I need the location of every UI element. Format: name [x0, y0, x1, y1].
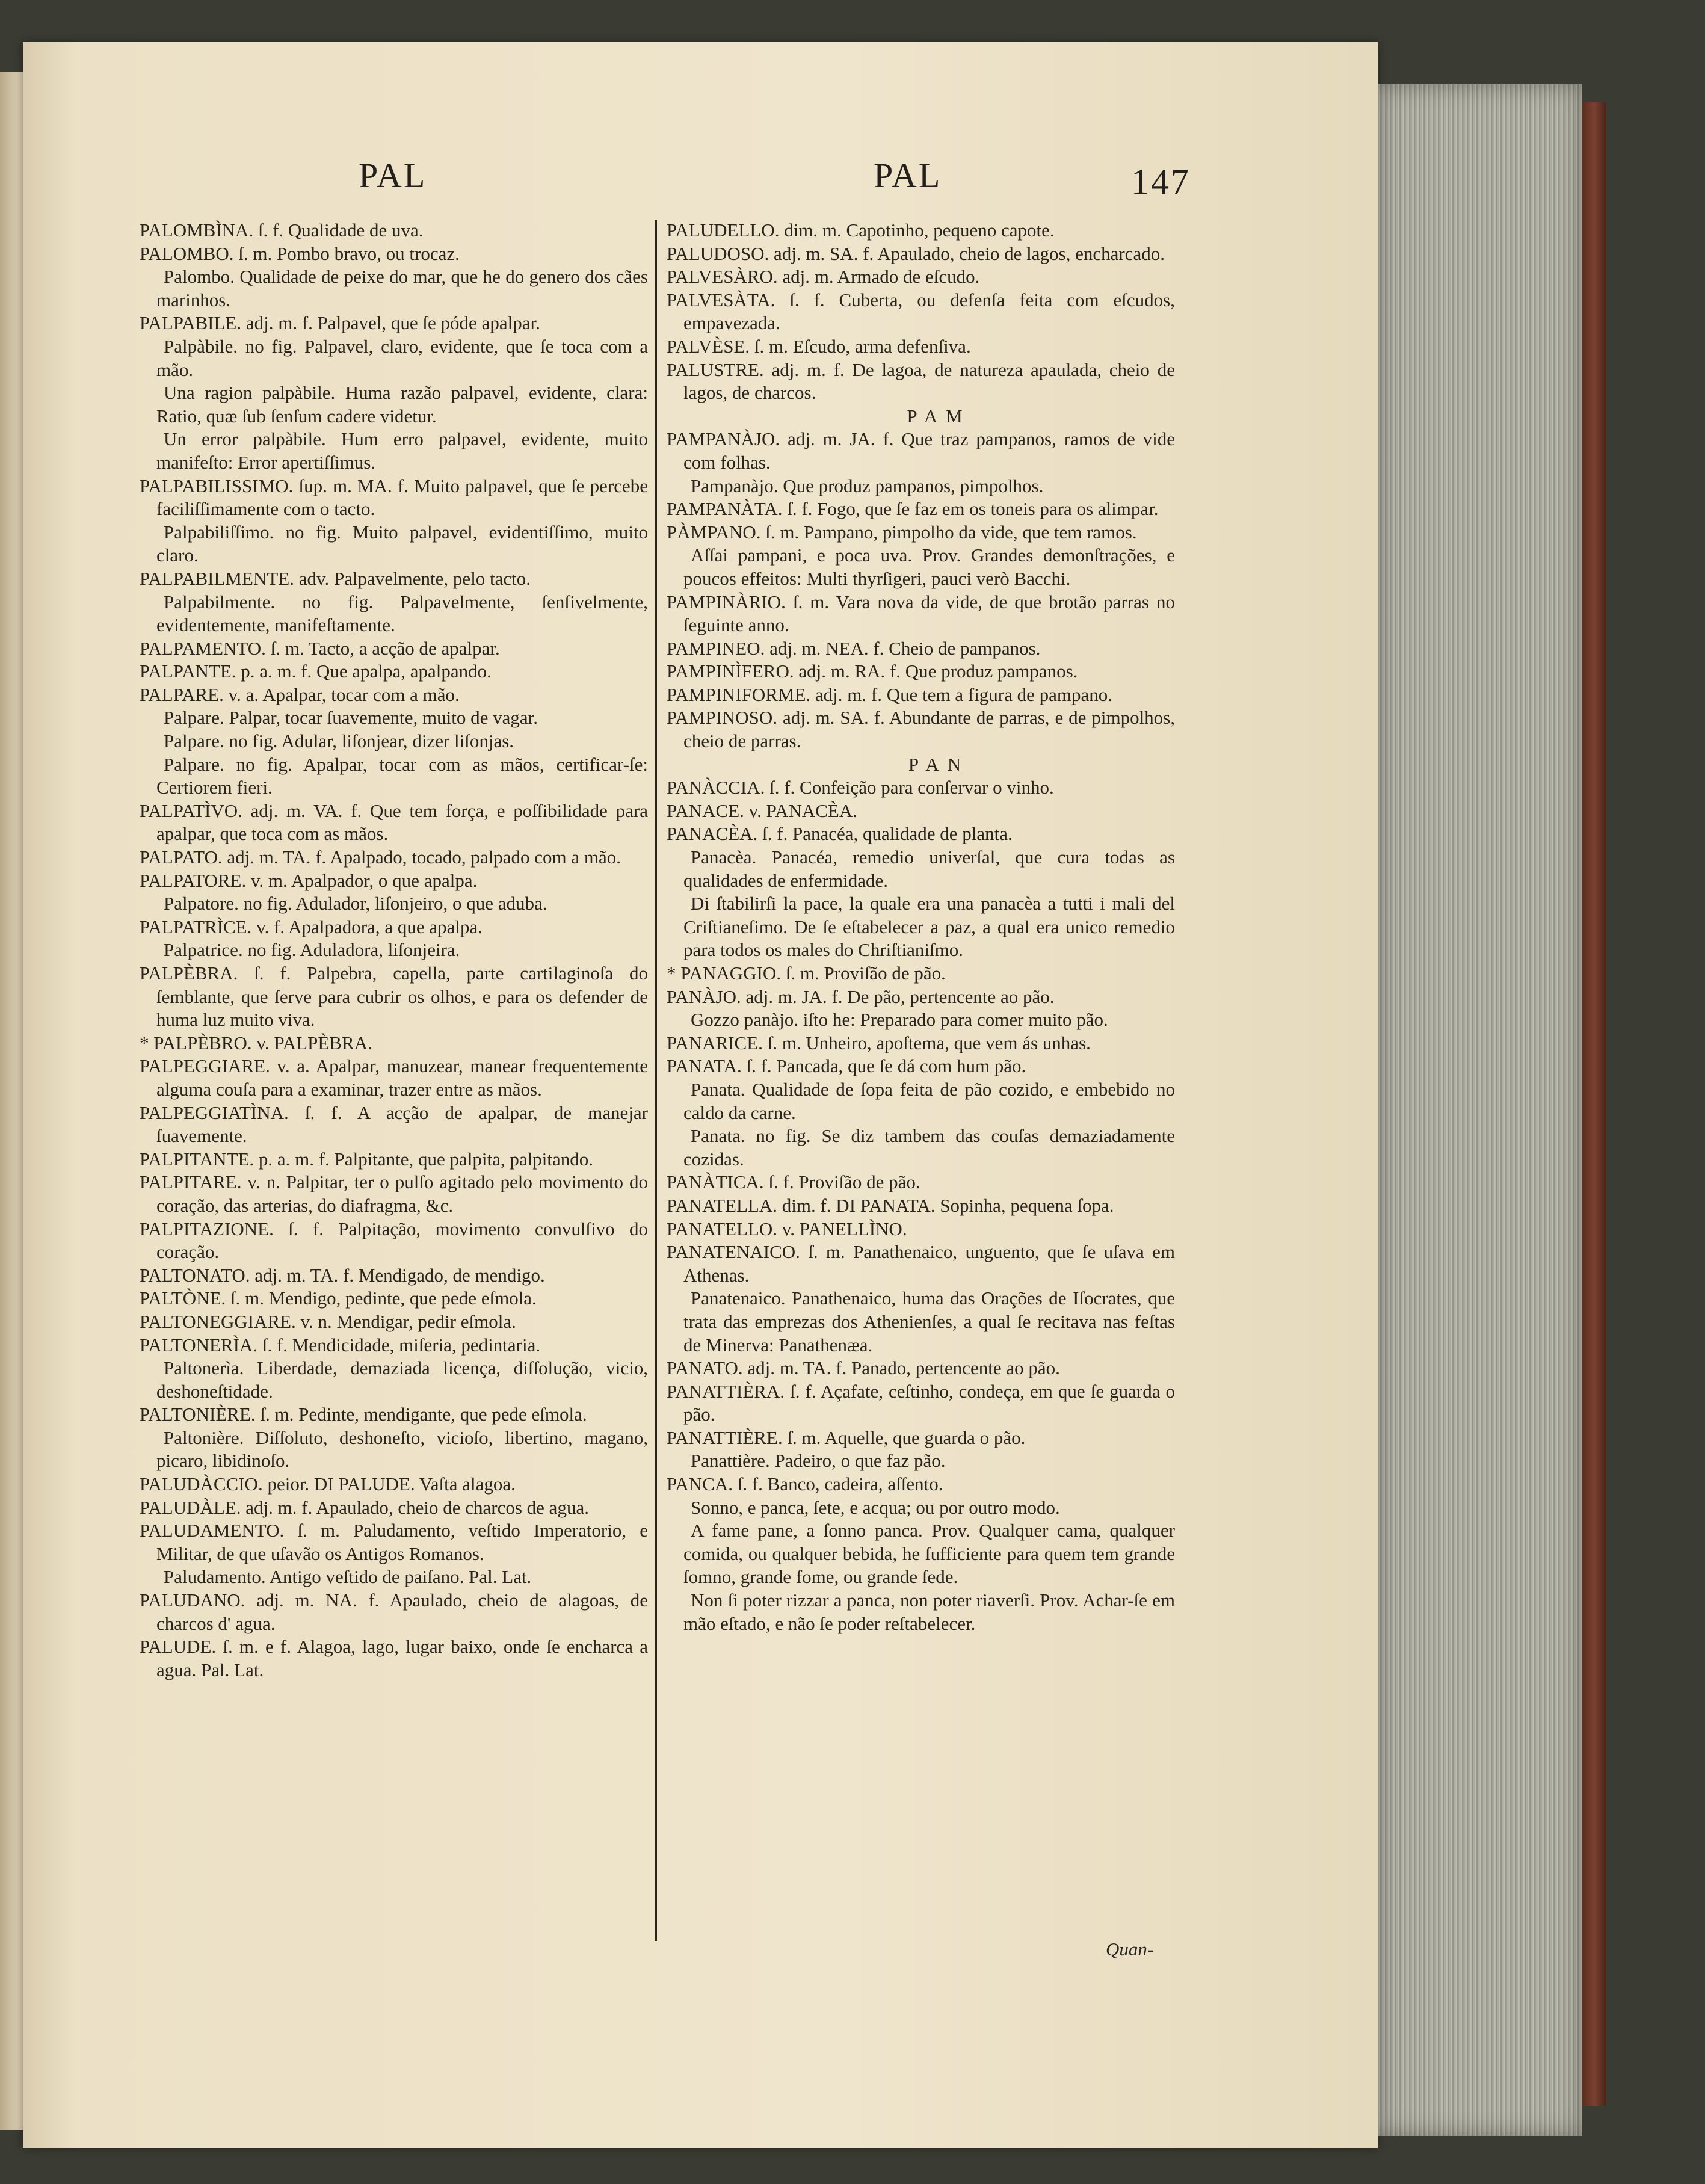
dictionary-entry: PAMPINÀRIO. ſ. m. Vara nova da vide, de que brotão parras no ſeguinte anno. [667, 591, 1175, 636]
dictionary-entry: PANCA. ſ. f. Banco, cadeira, aſſento. [667, 1473, 943, 1495]
column-divider [655, 220, 657, 1941]
sub-entry: Gozzo panàjo. iſto he: Preparado para comer muito pão. [691, 1009, 1108, 1031]
dictionary-entry: PALUDANO. adj. m. NA. f. Apaulado, cheio de alagoas, de charcos d' agua. [140, 1590, 648, 1634]
dictionary-entry: PANÀJO. adj. m. JA. f. De pão, pertencente ao pão. [667, 986, 1055, 1007]
dictionary-entry: PALPABILE. adj. m. f. Palpavel, que ſe póde apalpar. [140, 312, 540, 334]
sub-entry: Palpatrice. no fig. Aduladora, liſonjeira. [164, 939, 460, 961]
dictionary-entry: PALPEGGIATÌNA. ſ. f. A acção de apalpar, de manejar ſuavemente. [140, 1102, 648, 1147]
sub-entry: Aſſai pampani, e poca uva. Prov. Grandes demonſtrações, e poucos effeitos: Multi thyrſigeri, pauci verò Bacchi. [683, 544, 1175, 589]
left-column [140, 219, 648, 1682]
dictionary-entry: PALTONERÌA. ſ. f. Mendicidade, miſeria, pedintaria. [140, 1334, 541, 1356]
dictionary-entry: PANÀCCIA. ſ. f. Confeição para conſervar o vinho. [667, 777, 1054, 798]
running-head-center: PAL [874, 156, 942, 195]
dictionary-entry: PANARICE. ſ. m. Unheiro, apoſtema, que vem ás unhas. [667, 1032, 1091, 1053]
sub-entry: Palpare. Palpar, tocar ſuavemente, muito de vagar. [164, 707, 538, 729]
sub-entry: Panata. Qualidade de ſopa feita de pão cozido, e embebido no caldo da carne. [683, 1078, 1175, 1123]
sub-entry: Palpatore. no fig. Adulador, liſonjeiro, o que aduba. [164, 893, 547, 915]
sub-entry: Una ragion palpàbile. Huma razão palpavel, evidente, clara: Ratio, quæ ſub ſenſum cadere videtur. [156, 382, 648, 427]
sub-entry: Paltonière. Diſſoluto, deshoneſto, vicioſo, libertino, magano, picaro, libidinoſo. [156, 1427, 648, 1472]
dictionary-entry: PALPATRÌCE. v. f. Apalpadora, a que apalpa. [140, 916, 483, 937]
dictionary-entry: PAMPINOSO. adj. m. SA. f. Abundante de parras, e de pimpolhos, cheio de parras. [667, 707, 1175, 752]
dictionary-entry: PALPÈBRA. ſ. f. Palpebra, capella, parte cartilaginoſa do ſemblante, que ſerve para cubrir os olhos, e para os defender de huma luz muito viva. [140, 963, 648, 1031]
dictionary-entry: PALPITANTE. p. a. m. f. Palpitante, que palpita, palpitando. [140, 1148, 594, 1170]
dictionary-entry: PALPABILISSIMO. ſup. m. MA. f. Muito palpavel, que ſe percebe faciliſſimamente com o tacto. [140, 475, 648, 520]
dictionary-entry: PALVESÀRO. adj. m. Armado de eſcudo. [667, 266, 980, 288]
dictionary-entry: PAMPINÌFERO. adj. m. RA. f. Que produz pampanos. [667, 661, 1078, 682]
sub-entry: Sonno, e panca, ſete, e acqua; ou por outro modo. [691, 1496, 1060, 1518]
sub-entry: Paltonerìa. Liberdade, demaziada licença, diſſolução, vicio, deshoneſtidade. [156, 1357, 648, 1402]
dictionary-entry: PALTONIÈRE. ſ. m. Pedinte, mendigante, que pede eſmola. [140, 1404, 587, 1425]
dictionary-entry: PALVESÀTA. ſ. f. Cuberta, ou defenſa feita com eſcudos, empavezada. [667, 289, 1175, 334]
dictionary-entry: PAMPANÀTA. ſ. f. Fogo, que ſe faz em os toneis para os alimpar. [667, 498, 1159, 520]
dictionary-entry: PALUSTRE. adj. m. f. De lagoa, de natureza apaulada, cheio de lagos, de charcos. [667, 359, 1175, 404]
dictionary-entry: PAMPINIFORME. adj. m. f. Que tem a figura de pampano. [667, 683, 1113, 705]
dictionary-entry: * PANAGGIO. ſ. m. Proviſão de pão. [667, 963, 946, 984]
dictionary-entry: PALPATÌVO. adj. m. VA. f. Que tem força, e poſſibilidade para apalpar, que toca com as mãos. [140, 800, 648, 845]
dictionary-entry: PANATENAICO. ſ. m. Panathenaico, unguento, que ſe uſava em Athenas. [667, 1241, 1175, 1286]
sub-entry: Non ſi poter rizzar a panca, non poter riaverſi. Prov. Achar-ſe em mão eſtado, e não ſe poder reſtabelecer. [683, 1590, 1175, 1634]
dictionary-entry: PALPITARE. v. n. Palpitar, ter o pulſo agitado pelo movimento do coração, das arterias, do diafragma, &c. [140, 1171, 648, 1216]
dictionary-entry: PALTONEGGIARE. v. n. Mendigar, pedir eſmola. [140, 1310, 516, 1332]
dictionary-entry: PALOMBÌNA. ſ. f. Qualidade de uva. [140, 220, 424, 241]
dictionary-entry: PALUDE. ſ. m. e f. Alagoa, lago, lugar baixo, onde ſe encharca a agua. Pal. Lat. [140, 1636, 648, 1680]
dictionary-entry: PALPATO. adj. m. TA. f. Apalpado, tocado, palpado com a mão. [140, 847, 621, 868]
sub-entry: Panata. no fig. Se diz tambem das couſas demaziadamente cozidas. [683, 1125, 1175, 1170]
dictionary-entry: PALPABILMENTE. adv. Palpavelmente, pelo tacto. [140, 567, 531, 589]
section-heading: PAN [908, 753, 970, 775]
dictionary-entry: PANATELLA. dim. f. DI PANATA. Sopinha, pequena ſopa. [667, 1194, 1114, 1216]
dictionary-entry: PALPATORE. v. m. Apalpador, o que apalpa. [140, 869, 478, 891]
dictionary-entry: PANATO. adj. m. TA. f. Panado, pertencente ao pão. [667, 1357, 1060, 1379]
catchword: Quan- [1106, 1939, 1154, 1960]
dictionary-entry: PALPAMENTO. ſ. m. Tacto, a acção de apalpar. [140, 637, 500, 659]
sub-entry: Palpare. no fig. Apalpar, tocar com as mãos, certificar-ſe: Certiorem fieri. [156, 753, 648, 798]
sub-entry: Panacèa. Panacéa, remedio univerſal, que cura todas as qualidades de enfermidade. [683, 847, 1175, 891]
dictionary-entry: PALUDÀLE. adj. m. f. Apaulado, cheio de charcos de agua. [140, 1496, 589, 1518]
right-column [667, 219, 1175, 1635]
dictionary-entry: PANATTIÈRA. ſ. f. Açafate, ceſtinho, condeça, em que ſe guarda o pão. [667, 1380, 1175, 1425]
page-edges [1378, 84, 1582, 2136]
dictionary-entry: PALOMBO. ſ. m. Pombo bravo, ou trocaz. [140, 242, 460, 264]
dictionary-entry: PALVÈSE. ſ. m. Eſcudo, arma defenſiva. [667, 335, 971, 357]
dictionary-entry: PALPARE. v. a. Apalpar, tocar com a mão. [140, 683, 460, 705]
dictionary-entry: PANACE. v. PANACÈA. [667, 800, 857, 821]
dictionary-entry: PALPEGGIARE. v. a. Apalpar, manuzear, manear frequentemente alguma couſa para a examinar, trazer entre as mãos. [140, 1055, 648, 1100]
dictionary-entry: PANACÈA. ſ. f. Panacéa, qualidade de planta. [667, 823, 1013, 845]
dictionary-entry: PALTÒNE. ſ. m. Mendigo, pedinte, que pede eſmola. [140, 1288, 537, 1309]
sub-entry: Panattière. Padeiro, o que faz pão. [691, 1450, 946, 1472]
sub-entry: A fame pane, a ſonno panca. Prov. Qualquer cama, qualquer comida, ou qualquer bebida, he ſufficiente para quem tem grande ſomno, grande fome, ou grande ſede. [683, 1520, 1175, 1588]
sub-entry: Un error palpàbile. Hum erro palpavel, evidente, muito manifeſto: Error apertiſſimus. [156, 428, 648, 473]
sub-entry: Panatenaico. Panathenaico, huma das Orações de Iſocrates, que trata das emprezas dos Athenienſes, a qual ſe recitava nas feſtas de Minerva: Panathenæa. [683, 1288, 1175, 1356]
dictionary-entry: PALUDAMENTO. ſ. m. Paludamento, veſtido Imperatorio, e Militar, de que uſavão os Antigos Romanos. [140, 1520, 648, 1564]
dictionary-entry: PALPITAZIONE. ſ. f. Palpitação, movimento convulſivo do coração. [140, 1218, 648, 1263]
dictionary-entry: PANÀTICA. ſ. f. Proviſão de pão. [667, 1171, 920, 1193]
sub-entry: Palpàbile. no fig. Palpavel, claro, evidente, que ſe toca com a mão. [156, 335, 648, 380]
dictionary-entry: PALUDELLO. dim. m. Capotinho, pequeno capote. [667, 220, 1055, 241]
sub-entry: Palpabiliſſimo. no fig. Muito palpavel, evidentiſſimo, muito claro. [156, 521, 648, 566]
sub-entry: Paludamento. Antigo veſtido de paiſano. Pal. Lat. [164, 1566, 532, 1588]
dictionary-entry: PALUDOSO. adj. m. SA. f. Apaulado, cheio de lagos, encharcado. [667, 242, 1165, 264]
section-heading: PAM [907, 405, 971, 427]
previous-page-edge [0, 72, 23, 2130]
dictionary-entry: PANATELLO. v. PANELLÌNO. [667, 1218, 907, 1239]
page-number: 147 [1131, 162, 1191, 202]
book-cover [1582, 102, 1606, 2106]
sub-entry: Di ſtabilirſi la pace, la quale era una panacèa a tutti i mali del Criſtianeſimo. De ſe eſtabelecer a paz, a qual era unico remedio para todos os males do Chriſtianiſmo. [683, 893, 1175, 961]
dictionary-entry: PALUDÀCCIO. peior. DI PALUDE. Vaſta alagoa. [140, 1473, 516, 1495]
dictionary-entry: PAMPINEO. adj. m. NEA. f. Cheio de pampanos. [667, 637, 1041, 659]
sub-entry: Palombo. Qualidade de peixe do mar, que he do genero dos cães marinhos. [156, 266, 648, 310]
sub-entry: Palpare. no fig. Adular, liſonjear, dizer liſonjas. [164, 730, 514, 752]
sub-entry: Palpabilmente. no fig. Palpavelmente, ſenſivelmente, evidentemente, manifeſtamente. [156, 591, 648, 636]
dictionary-entry: PALPANTE. p. a. m. f. Que apalpa, apalpando. [140, 661, 492, 682]
dictionary-entry: PANATA. ſ. f. Pancada, que ſe dá com hum pão. [667, 1055, 1026, 1077]
dictionary-entry: PÀMPANO. ſ. m. Pampano, pimpolho da vide, que tem ramos. [667, 521, 1137, 543]
dictionary-entry: PAMPANÀJO. adj. m. JA. f. Que traz pampanos, ramos de vide com folhas. [667, 428, 1175, 473]
running-head-left: PAL [359, 156, 427, 195]
dictionary-entry: PANATTIÈRE. ſ. m. Aquelle, que guarda o pão. [667, 1427, 1026, 1448]
dictionary-entry: * PALPÈBRO. v. PALPÈBRA. [140, 1032, 372, 1053]
dictionary-entry: PALTONATO. adj. m. TA. f. Mendigado, de mendigo. [140, 1264, 545, 1286]
sub-entry: Pampanàjo. Que produz pampanos, pimpolhos. [691, 475, 1044, 496]
